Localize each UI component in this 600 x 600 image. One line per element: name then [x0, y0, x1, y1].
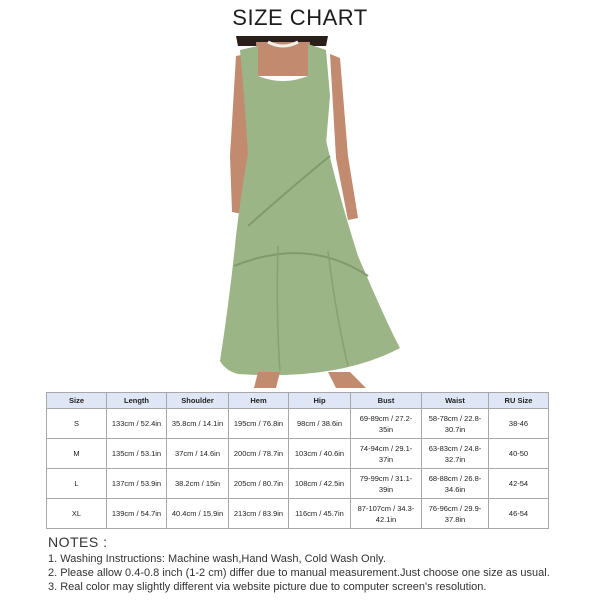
- column-header: Shoulder: [167, 393, 229, 409]
- dress-model-photo: [218, 36, 408, 391]
- size-chart-table: [46, 392, 549, 529]
- table-cell: 58-78cm / 22.8-30.7in: [422, 409, 489, 439]
- column-header: Waist: [422, 393, 489, 409]
- column-header: Bust: [351, 393, 422, 409]
- table-row: [47, 439, 549, 469]
- table-cell: 46-54: [489, 499, 549, 529]
- note-item: 3. Real color may slightly different via website picture due to computer screen's resolution.: [48, 581, 487, 593]
- table-cell: 63-83cm / 24.8-32.7in: [422, 439, 489, 469]
- table-cell: 213cm / 83.9in: [229, 499, 289, 529]
- table-cell: 76-96cm / 29.9-37.8in: [422, 499, 489, 529]
- notes-heading: NOTES :: [48, 534, 108, 550]
- table-cell: 103cm / 40.6in: [289, 439, 351, 469]
- table-cell: 38-46: [489, 409, 549, 439]
- table-row: [47, 409, 549, 439]
- table-cell: 74-94cm / 29.1-37in: [351, 439, 422, 469]
- table-cell: 40.4cm / 15.9in: [167, 499, 229, 529]
- table-row: [47, 499, 549, 529]
- table-cell: 205cm / 80.7in: [229, 469, 289, 499]
- table-cell: 200cm / 78.7in: [229, 439, 289, 469]
- table-cell: 37cm / 14.6in: [167, 439, 229, 469]
- column-header: Hip: [289, 393, 351, 409]
- table-cell: 87-107cm / 34.3-42.1in: [351, 499, 422, 529]
- table-cell: 133cm / 52.4in: [107, 409, 167, 439]
- column-header: Length: [107, 393, 167, 409]
- table-cell: XL: [47, 499, 107, 529]
- table-cell: 98cm / 38.6in: [289, 409, 351, 439]
- table-cell: 137cm / 53.9in: [107, 469, 167, 499]
- dress-skirt: [220, 140, 400, 375]
- column-header: Hem: [229, 393, 289, 409]
- table-row: [47, 469, 549, 499]
- table-cell: S: [47, 409, 107, 439]
- table-cell: 135cm / 53.1in: [107, 439, 167, 469]
- table-cell: 116cm / 45.7in: [289, 499, 351, 529]
- column-header: RU Size: [489, 393, 549, 409]
- table-cell: 69-89cm / 27.2-35in: [351, 409, 422, 439]
- table-cell: 38.2cm / 15in: [167, 469, 229, 499]
- table-cell: L: [47, 469, 107, 499]
- table-cell: 79-99cm / 31.1-39in: [351, 469, 422, 499]
- table-cell: 40-50: [489, 439, 549, 469]
- column-header: Size: [47, 393, 107, 409]
- table-cell: M: [47, 439, 107, 469]
- size-chart-header-row: [47, 393, 549, 409]
- table-cell: 35.8cm / 14.1in: [167, 409, 229, 439]
- table-cell: 42-54: [489, 469, 549, 499]
- table-cell: 139cm / 54.7in: [107, 499, 167, 529]
- table-cell: 195cm / 76.8in: [229, 409, 289, 439]
- note-item: 1. Washing Instructions: Machine wash,Hand Wash, Cold Wash Only.: [48, 553, 386, 565]
- table-cell: 108cm / 42.5in: [289, 469, 351, 499]
- table-cell: 68-88cm / 26.8-34.6in: [422, 469, 489, 499]
- model-feet: [254, 372, 366, 388]
- page-title: SIZE CHART: [232, 5, 368, 30]
- notes-section: [48, 534, 598, 594]
- note-item: 2. Please allow 0.4-0.8 inch (1-2 cm) differ due to manual measurement.Just choose one size as usual.: [48, 567, 550, 579]
